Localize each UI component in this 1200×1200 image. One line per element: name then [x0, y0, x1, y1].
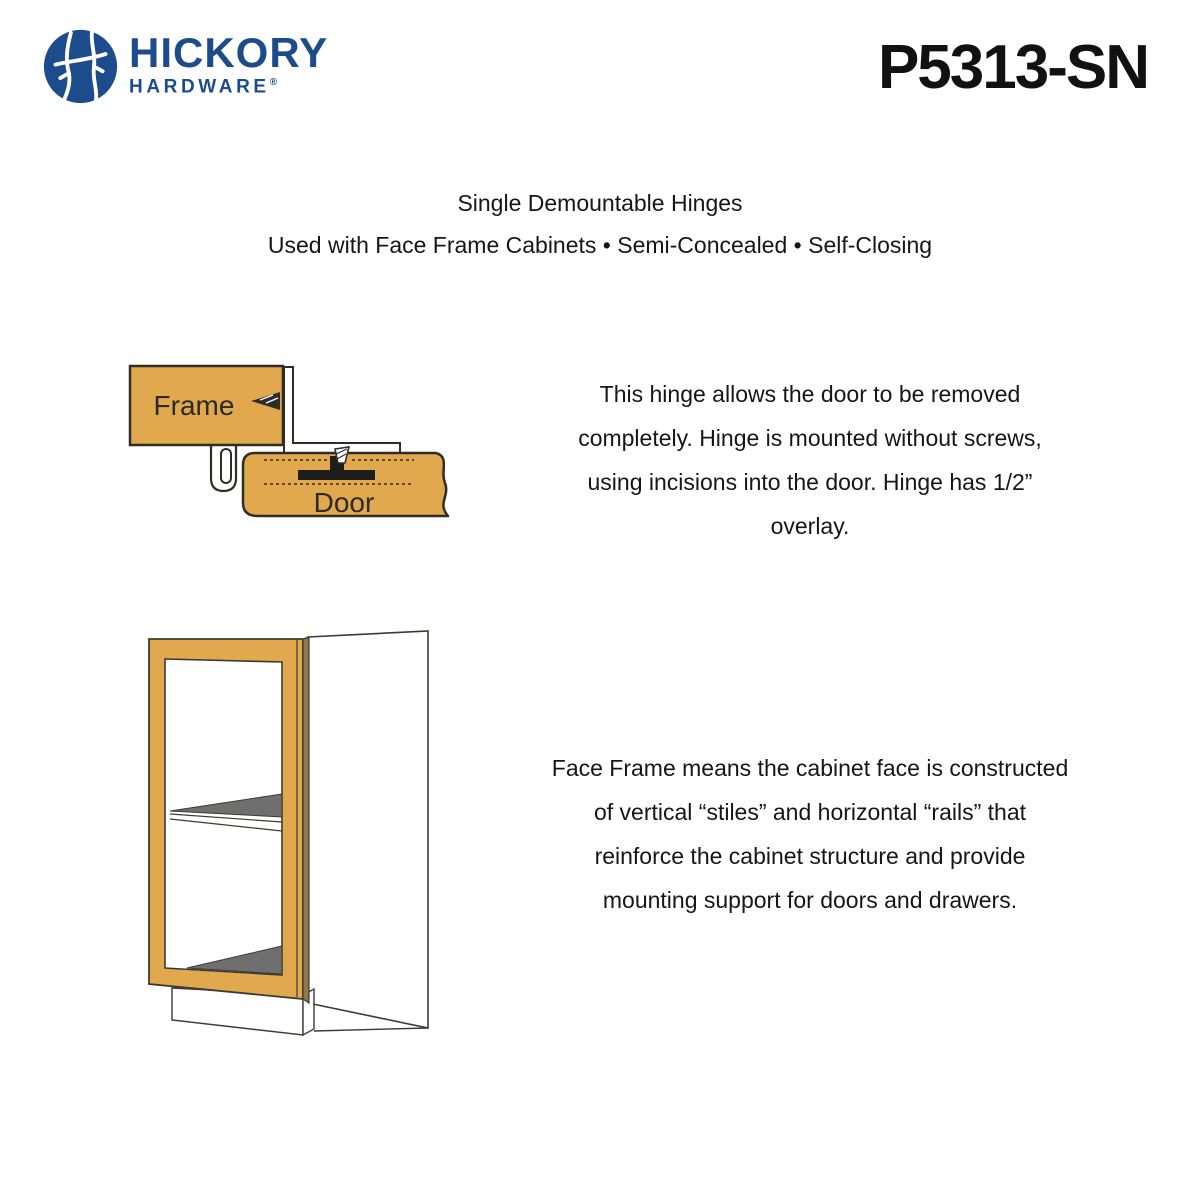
door-label: Door: [313, 487, 375, 518]
face-frame-description-line: reinforce the cabinet structure and provide: [594, 843, 1026, 869]
hinge-tab-bar-shape: [298, 470, 375, 480]
frame-label: Frame: [153, 390, 235, 421]
hinge-description-line: completely. Hinge is mounted without screws,: [578, 425, 1042, 451]
face-frame-description-line: of vertical “stiles” and horizontal “rails” that: [593, 799, 1027, 825]
brand-logo: [42, 28, 328, 105]
part-number: P5313-SN: [877, 33, 1148, 102]
face-frame-description: [478, 746, 1142, 922]
hinge-description-line: overlay.: [770, 513, 850, 539]
registered-mark: ®: [269, 77, 278, 88]
brand-name-line1: HICKORY: [129, 29, 329, 76]
face-frame-description-line: Face Frame means the cabinet face is constructed: [551, 755, 1069, 781]
face-frame-description-line: mounting support for doors and drawers.: [602, 887, 1018, 913]
product-subtitle: [0, 182, 1200, 266]
brand-name-line2: HARDWARE®: [129, 76, 278, 98]
cabinet-side-panel-shape: [308, 631, 428, 1028]
hinge-description: [478, 372, 1142, 548]
cabinet-opening-shape: [165, 659, 282, 975]
subtitle-line1: Single Demountable Hinges: [457, 190, 743, 216]
hickory-logo-icon: [42, 28, 119, 105]
hinge-slot-shape: [221, 449, 231, 483]
hinge-description-line: This hinge allows the door to be removed: [599, 381, 1021, 407]
brand-name: [129, 29, 329, 98]
face-frame-cabinet-diagram: [140, 618, 472, 1070]
hinge-cross-section-diagram: [118, 353, 482, 537]
hinge-plate-shape: [284, 367, 400, 453]
stile-edge-shape: [303, 637, 309, 1003]
hinge-description-line: using incisions into the door. Hinge has 1/2”: [587, 469, 1033, 495]
subtitle-line2: Used with Face Frame Cabinets • Semi-Concealed • Self-Closing: [267, 232, 933, 258]
